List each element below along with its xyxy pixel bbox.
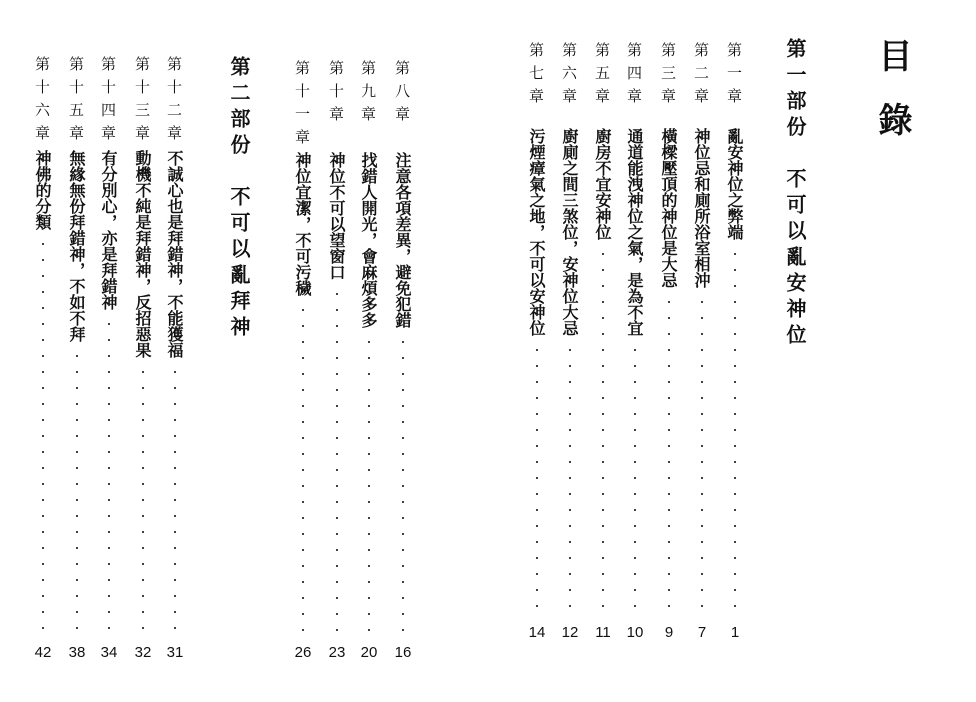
- chapter-title: 動機不純是拜錯神，反招惡果: [133, 150, 152, 358]
- toc-entry: [720, 0, 750, 680]
- chapter-title: 神位不可以望窗口: [327, 152, 346, 280]
- chapter-title: 神佛的分類: [33, 150, 52, 230]
- page-number: 7: [697, 624, 707, 641]
- page-number: 10: [626, 624, 644, 641]
- part2-title: 第二部份 不可以亂拜神: [227, 56, 251, 342]
- right-page: [488, 0, 976, 702]
- page-number: 14: [528, 624, 546, 641]
- toc-entry: [522, 0, 552, 680]
- leader-dots: [402, 334, 404, 636]
- chapter-number: 第十四章: [99, 56, 117, 148]
- leader-dots: [174, 364, 176, 636]
- chapter-number: 第六章: [560, 42, 578, 111]
- toc-entry: [128, 0, 158, 680]
- leader-dots: [336, 286, 338, 636]
- chapter-title: 通道能洩神位之氣，是為不宜: [625, 128, 644, 336]
- leader-dots: [368, 334, 370, 636]
- page-number: 23: [328, 644, 346, 661]
- page-number: 20: [360, 644, 378, 661]
- page-number: 34: [100, 644, 118, 661]
- chapter-number: 第二章: [692, 42, 710, 111]
- toc-entry: [28, 0, 58, 680]
- chapter-number: 第七章: [527, 42, 545, 111]
- chapter-title: 神位宜潔，不可污穢: [293, 152, 312, 296]
- toc-entry: [555, 0, 585, 680]
- leader-dots: [668, 294, 670, 616]
- page-number: 9: [664, 624, 674, 641]
- toc-entry: [288, 0, 318, 680]
- page-number: 38: [68, 644, 86, 661]
- chapter-number: 第十五章: [67, 56, 85, 148]
- leader-dots: [42, 236, 44, 636]
- toc-entry: [354, 0, 384, 680]
- toc-entry: [388, 0, 418, 680]
- chapter-number: 第九章: [359, 60, 377, 129]
- toc-entry: [620, 0, 650, 680]
- toc-entry: [94, 0, 124, 680]
- chapter-title: 注意各項差異，避免犯錯: [393, 152, 412, 328]
- page-number: 12: [561, 624, 579, 641]
- page-number: 26: [294, 644, 312, 661]
- chapter-number: 第四章: [625, 42, 643, 111]
- toc-entry: [62, 0, 92, 680]
- leader-dots: [302, 302, 304, 636]
- leader-dots: [142, 364, 144, 636]
- chapter-number: 第十一章: [293, 60, 311, 152]
- page-number: 31: [166, 644, 184, 661]
- page-number: 1: [730, 624, 740, 641]
- chapter-title: 找錯人開光，會麻煩多多: [359, 152, 378, 328]
- left-page: [0, 0, 470, 702]
- chapter-number: 第一章: [725, 42, 743, 111]
- leader-dots: [602, 246, 604, 616]
- page-number: 42: [34, 644, 52, 661]
- chapter-number: 第十二章: [165, 56, 183, 148]
- toc-entry: [160, 0, 190, 680]
- chapter-title: 廚房不宜安神位: [593, 128, 612, 240]
- page-number: 32: [134, 644, 152, 661]
- leader-dots: [701, 294, 703, 616]
- toc-entry: [654, 0, 684, 680]
- chapter-number: 第十六章: [33, 56, 51, 148]
- chapter-number: 第十三章: [133, 56, 151, 148]
- chapter-title: 不誠心也是拜錯神，不能獲福: [165, 150, 184, 358]
- chapter-title: 橫樑壓頂的神位是大忌: [659, 128, 678, 288]
- leader-dots: [569, 342, 571, 616]
- chapter-number: 第十章: [327, 60, 345, 129]
- chapter-title: 亂安神位之弊端: [725, 128, 744, 240]
- chapter-number: 第八章: [393, 60, 411, 129]
- leader-dots: [108, 316, 110, 636]
- chapter-title: 廚廁之間三煞位，安神位大忌: [560, 128, 579, 336]
- part1-title: 第一部份 不可以亂安神位: [783, 38, 807, 350]
- chapter-title: 無緣無份拜錯神，不如不拜: [67, 150, 86, 342]
- chapter-number: 第三章: [659, 42, 677, 111]
- chapter-title: 神位忌和廁所浴室相沖: [692, 128, 711, 288]
- leader-dots: [734, 246, 736, 616]
- page-number: 11: [595, 624, 611, 641]
- toc-entry: [687, 0, 717, 680]
- toc-heading: 目錄: [872, 38, 912, 166]
- page-number: 16: [394, 644, 412, 661]
- leader-dots: [634, 342, 636, 616]
- toc-entry: [588, 0, 618, 680]
- chapter-number: 第五章: [593, 42, 611, 111]
- chapter-title: 污煙瘴氣之地，不可以安神位: [527, 128, 546, 336]
- leader-dots: [76, 348, 78, 636]
- leader-dots: [536, 342, 538, 616]
- chapter-title: 有分別心，亦是拜錯神: [99, 150, 118, 310]
- toc-entry: [322, 0, 352, 680]
